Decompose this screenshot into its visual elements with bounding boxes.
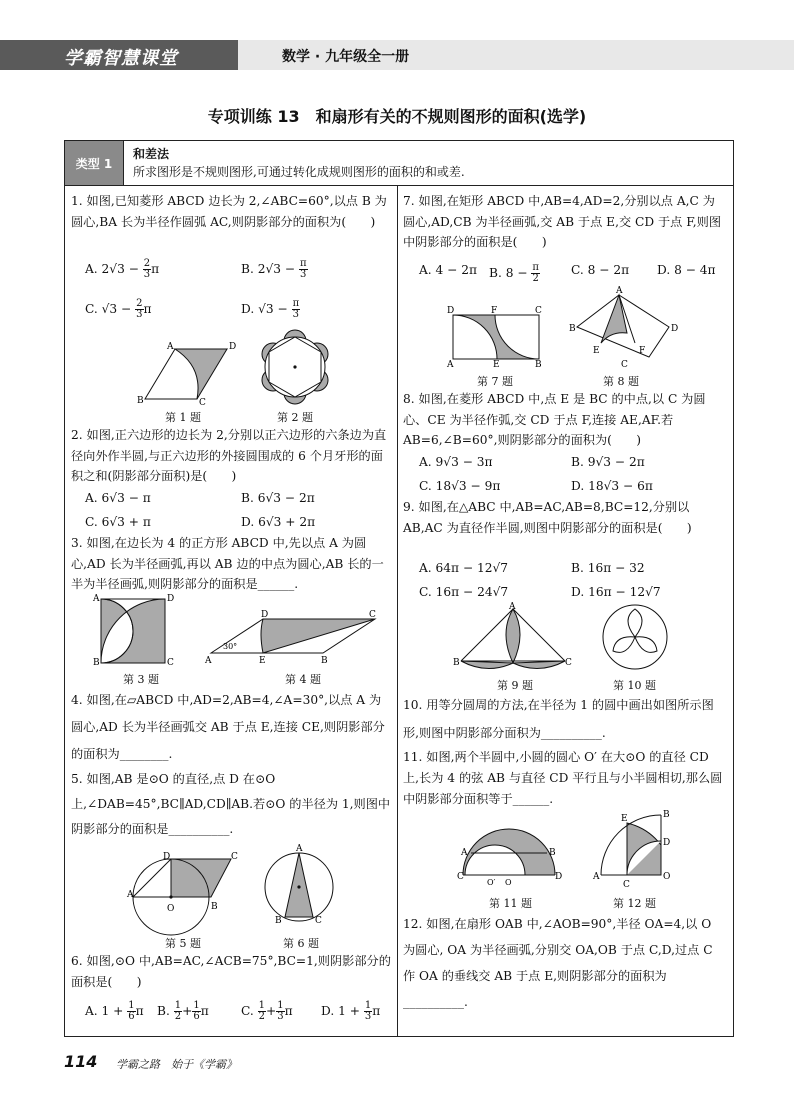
caption-fig11: 第 11 题 <box>489 897 532 910</box>
svg-text:F: F <box>491 306 498 316</box>
svg-text:B: B <box>275 916 282 926</box>
q9-option-d: D. 16π − 12√7 <box>571 585 661 599</box>
svg-text:A: A <box>205 656 212 666</box>
svg-text:A: A <box>127 890 134 900</box>
q2-option-a: A. 6√3 − π <box>85 491 151 505</box>
exercise-box <box>64 140 734 1037</box>
type-heading: 和差法 <box>133 147 170 161</box>
svg-text:B: B <box>321 656 328 666</box>
svg-text:A: A <box>509 602 516 612</box>
svg-text:C: C <box>199 398 206 408</box>
svg-text:B: B <box>93 658 100 668</box>
caption-fig12: 第 12 题 <box>613 897 656 910</box>
caption-fig6: 第 6 题 <box>283 937 319 950</box>
svg-text:B: B <box>535 360 542 370</box>
question-7: 7. 如图,在矩形 ABCD 中,AB=4,AD=2,分别以点 A,C 为圆心,AD,CB 为半径画弧,交 AB 于点 E,交 CD 于点 F,则图中阴影部分的面积是( ) <box>403 194 722 249</box>
svg-text:O: O <box>505 878 512 887</box>
q9-option-a: A. 64π − 12√7 <box>419 561 509 575</box>
question-1: 1. 如图,已知菱形 ABCD 边长为 2,∠ABC=60°,以点 B 为圆心,BA 长为半径作圆弧 AC,则阴影部分的面积为( ) <box>71 194 387 229</box>
question-4: 4. 如图,在▱ABCD 中,AD=2,AB=4,∠A=30°,以点 A 为圆心,AD 长为半径画弧交 AB 于点 E,连接 CE,则阴影部分的面积为________. <box>71 693 385 761</box>
q8-option-c: C. 18√3 − 9π <box>419 479 501 493</box>
svg-text:D: D <box>163 852 171 862</box>
question-8: 8. 如图,在菱形 ABCD 中,点 E 是 BC 的中点,以 C 为圆心、CE 为半径作弧,交 CD 于点 F,连接 AE,AF.若 AB=6,∠B=60°,则阴影部分的面积为( ) <box>403 392 706 447</box>
q2-option-d: D. 6√3 + 2π <box>241 515 316 529</box>
question-11: 11. 如图,两个半圆中,小圆的圆心 O′ 在大⊙O 的直径 CD 上,长为 4 的弦 AB 与直径 CD 平行且与小半圆相切,那么圆中阴影部分面积等于______. <box>403 750 723 806</box>
figure-12 <box>593 809 673 889</box>
q1-option-a: A. 2√3 − $\frac{2}{3}$ π <box>85 258 160 280</box>
type-description: 所求图形是不规则图形,可通过转化成规则图形的面积的和或差. <box>133 165 465 179</box>
page-title: 专项训练 13 和扇形有关的不规则图形的面积(选学) <box>207 107 587 126</box>
svg-text:C: C <box>623 880 630 890</box>
svg-text:A: A <box>296 844 303 854</box>
svg-text:O: O <box>663 872 671 882</box>
caption-fig7: 第 7 题 <box>477 375 513 388</box>
svg-text:B: B <box>453 658 460 668</box>
caption-fig10: 第 10 题 <box>613 679 656 692</box>
q1-option-c: C. √3 − $\frac{2}{3}$ π <box>85 298 152 320</box>
question-3: 3. 如图,在边长为 4 的正方形 ABCD 中,先以点 A 为圆心,AD 长为半径画弧,再以 AB 边的中点为圆心,AB 长的一半为半径画弧,则阴影部分的面积是______. <box>71 536 384 591</box>
svg-text:B: B <box>211 902 218 912</box>
figure-9 <box>453 603 573 675</box>
figure-8 <box>569 287 679 371</box>
q8-option-d: D. 18√3 − 6π <box>571 479 653 493</box>
svg-text:30°: 30° <box>223 642 238 651</box>
svg-text:D: D <box>261 610 269 620</box>
svg-text:A: A <box>167 342 174 352</box>
q6-option-c: C. $\frac{1}{2}$ + $\frac{1}{3}$ π <box>241 1000 293 1022</box>
figure-4 <box>205 611 381 667</box>
type-row <box>65 141 733 186</box>
svg-text:B: B <box>569 324 576 334</box>
svg-text:D: D <box>167 594 175 604</box>
q2-option-b: B. 6√3 − 2π <box>241 491 315 505</box>
q2-option-c: C. 6√3 + π <box>85 515 151 529</box>
page-header <box>0 34 794 74</box>
question-6: 6. 如图,⊙O 中,AB=AC,∠ACB=75°,BC=1,则阴影部分的面积是( ) <box>71 954 391 989</box>
type-tag: 类型 1 <box>65 141 124 185</box>
q7-option-a: A. 4 − 2π <box>419 263 478 277</box>
q6-option-d: D. 1 + $\frac{1}{3}$ π <box>321 1000 381 1022</box>
header-logo: 学霸智慧课堂 <box>64 48 178 69</box>
svg-text:E: E <box>259 656 266 666</box>
svg-text:C: C <box>535 306 542 316</box>
figure-1 <box>135 337 235 407</box>
column-divider <box>397 185 398 1036</box>
question-2: 2. 如图,正六边形的边长为 2,分别以正六边形的六条边为直径向外作半圆,与正六边形的外接圆围成的 6 个月牙形的面积之和(阴影部分面积)是( ) <box>71 428 387 483</box>
svg-text:E: E <box>493 360 500 370</box>
svg-text:C: C <box>621 360 628 370</box>
q9-option-b: B. 16π − 32 <box>571 561 645 575</box>
figure-7 <box>445 301 545 370</box>
caption-fig5: 第 5 题 <box>165 937 201 950</box>
svg-text:E: E <box>621 814 628 824</box>
q7-option-b: B. 8 − $\frac{\pi}{2}$ <box>489 262 539 284</box>
svg-text:D: D <box>229 342 237 352</box>
svg-text:O′: O′ <box>487 878 496 887</box>
figure-3 <box>91 593 175 669</box>
svg-text:A: A <box>447 360 454 370</box>
q1-option-b: B. 2√3 − $\frac{\pi}{3}$ <box>241 258 307 280</box>
q6-option-a: A. 1 + $\frac{1}{6}$ π <box>85 1000 144 1022</box>
svg-text:A: A <box>616 286 623 296</box>
question-9: 9. 如图,在△ABC 中,AB=AC,AB=8,BC=12,分别以 AB,AC 为直径作半圆,则图中阴影部分的面积是( ) <box>403 500 692 535</box>
svg-text:E: E <box>593 346 600 356</box>
svg-text:C: C <box>315 916 322 926</box>
caption-fig1: 第 1 题 <box>165 411 201 424</box>
q7-option-d: D. 8 − 4π <box>657 263 716 277</box>
caption-fig8: 第 8 题 <box>603 375 639 388</box>
svg-text:A: A <box>593 872 600 882</box>
figure-5 <box>127 853 243 925</box>
svg-text:F: F <box>639 346 646 356</box>
question-10: 10. 用等分圆周的方法,在半径为 1 的圆中画出如图所示图形,则图中阴影部分面积为__________. <box>403 698 714 740</box>
svg-text:B: B <box>137 396 144 406</box>
question-12: 12. 如图,在扇形 OAB 中,∠AOB=90°,半径 OA=4,以 O 为圆心, OA 为半径画弧,分别交 OA,OB 于点 C,D,过点 C 作 OA 的垂线交 AB 于点 E,则阴影部分的面积为__________. <box>403 917 713 1009</box>
q9-option-c: C. 16π − 24√7 <box>419 585 509 599</box>
question-5: 5. 如图,AB 是⊙O 的直径,点 D 在⊙O 上,∠DAB=45°,BC∥AD,CD∥AB.若⊙O 的半径为 1,则图中阴影部分的面积是__________. <box>71 772 391 836</box>
svg-text:C: C <box>565 658 572 668</box>
svg-text:A: A <box>461 848 468 858</box>
svg-text:D: D <box>555 872 563 882</box>
svg-text:C: C <box>231 852 238 862</box>
q7-option-c: C. 8 − 2π <box>571 263 630 277</box>
q8-option-a: A. 9√3 − 3π <box>419 455 493 469</box>
svg-text:B: B <box>663 810 670 820</box>
caption-fig4: 第 4 题 <box>285 673 321 686</box>
figure-10 <box>599 601 671 673</box>
footer-slogan: 学霸之路 始于《学霸》 <box>116 1058 237 1071</box>
caption-fig2: 第 2 题 <box>277 411 313 424</box>
page-number: 114 <box>64 1052 98 1071</box>
svg-text:D: D <box>447 306 455 316</box>
caption-fig3: 第 3 题 <box>123 673 159 686</box>
q6-option-b: B. $\frac{1}{2}$ + $\frac{1}{6}$ π <box>157 1000 209 1022</box>
svg-text:C: C <box>457 872 464 882</box>
caption-fig9: 第 9 题 <box>497 679 533 692</box>
svg-text:A: A <box>93 594 100 604</box>
figure-2 <box>255 327 335 407</box>
svg-text:O: O <box>167 904 175 914</box>
header-subtitle: 数学 · 九年级全一册 <box>282 49 410 65</box>
q8-option-b: B. 9√3 − 2π <box>571 455 645 469</box>
svg-text:D: D <box>663 838 671 848</box>
svg-text:C: C <box>369 610 376 620</box>
svg-text:C: C <box>167 658 174 668</box>
svg-text:D: D <box>671 324 679 334</box>
figure-11 <box>457 825 561 885</box>
svg-text:B: B <box>549 848 556 858</box>
q1-option-d: D. √3 − $\frac{\pi}{3}$ <box>241 298 300 320</box>
figure-6 <box>261 841 337 931</box>
